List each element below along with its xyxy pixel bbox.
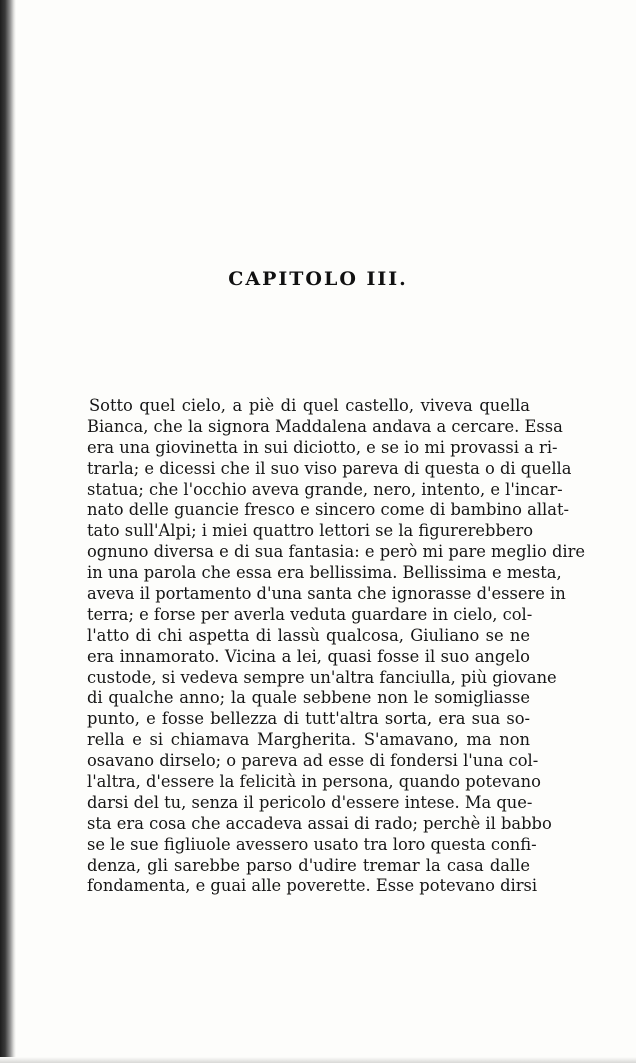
text-line: era innamorato. Vicina a lei, quasi fosse il suo angelo	[87, 646, 530, 666]
text-line: fondamenta, e guai alle poverette. Esse potevano dirsi	[87, 876, 538, 896]
text-line: terra; e forse per averla veduta guardare in cielo, col-	[87, 604, 533, 624]
text-line: aveva il portamento d'una santa che ignorasse d'essere in	[87, 584, 566, 604]
text-line: rella e si chiamava Margherita. S'amavano, ma non	[87, 730, 530, 750]
text-line: statua; che l'occhio aveva grande, nero, intento, e l'incar-	[87, 479, 563, 499]
text-line: punto, e fosse bellezza di tutt'altra sorta, era sua so-	[87, 709, 530, 729]
text-line: Sotto quel cielo, a piè di quel castello, viveva quella	[89, 396, 530, 415]
text-line: l'atto di chi aspetta di lassù qualcosa, Giuliano se ne	[87, 625, 530, 645]
text-line: custode, si vedeva sempre un'altra fanciulla, più giovane	[87, 667, 557, 687]
text-line: se le sue figliuole avessero usato tra loro questa confi-	[87, 834, 537, 854]
book-spine-shadow	[0, 0, 16, 1063]
text-line: osavano dirselo; o pareva ad esse di fondersi l'una col-	[87, 751, 539, 771]
text-line: ognuno diversa e di sua fantasia: e però mi pare meglio dire	[87, 542, 585, 562]
text-line: l'altra, d'essere la felicità in persona, quando potevano	[87, 772, 541, 792]
text-line: trarla; e dicessi che il suo viso pareva di questa o di quella	[87, 458, 572, 478]
text-line: denza, gli sarebbe parso d'udire tremar la casa dalle	[87, 855, 530, 875]
text-line: in una parola che essa era bellissima. Bellissima e mesta,	[87, 563, 562, 583]
text-line: era una giovinetta in sui diciotto, e se io mi provassi a ri-	[87, 437, 558, 457]
chapter-title: CAPITOLO III.	[228, 268, 408, 290]
text-line: Bianca, che la signora Maddalena andava a cercare. Essa	[87, 416, 563, 436]
text-line: nato delle guancie fresco e sincero come di bambino allat-	[87, 500, 570, 520]
body-text	[87, 396, 585, 897]
page-bottom-edge	[0, 1057, 636, 1063]
text-line: di qualche anno; la quale sebbene non le somigliasse	[87, 688, 530, 708]
text-line: tato sull'Alpi; i miei quattro lettori se la figurerebbero	[87, 521, 534, 541]
text-line: darsi del tu, senza il pericolo d'essere intese. Ma que-	[87, 792, 533, 812]
text-line: sta era cosa che accadeva assai di rado; perchè il babbo	[87, 813, 552, 833]
